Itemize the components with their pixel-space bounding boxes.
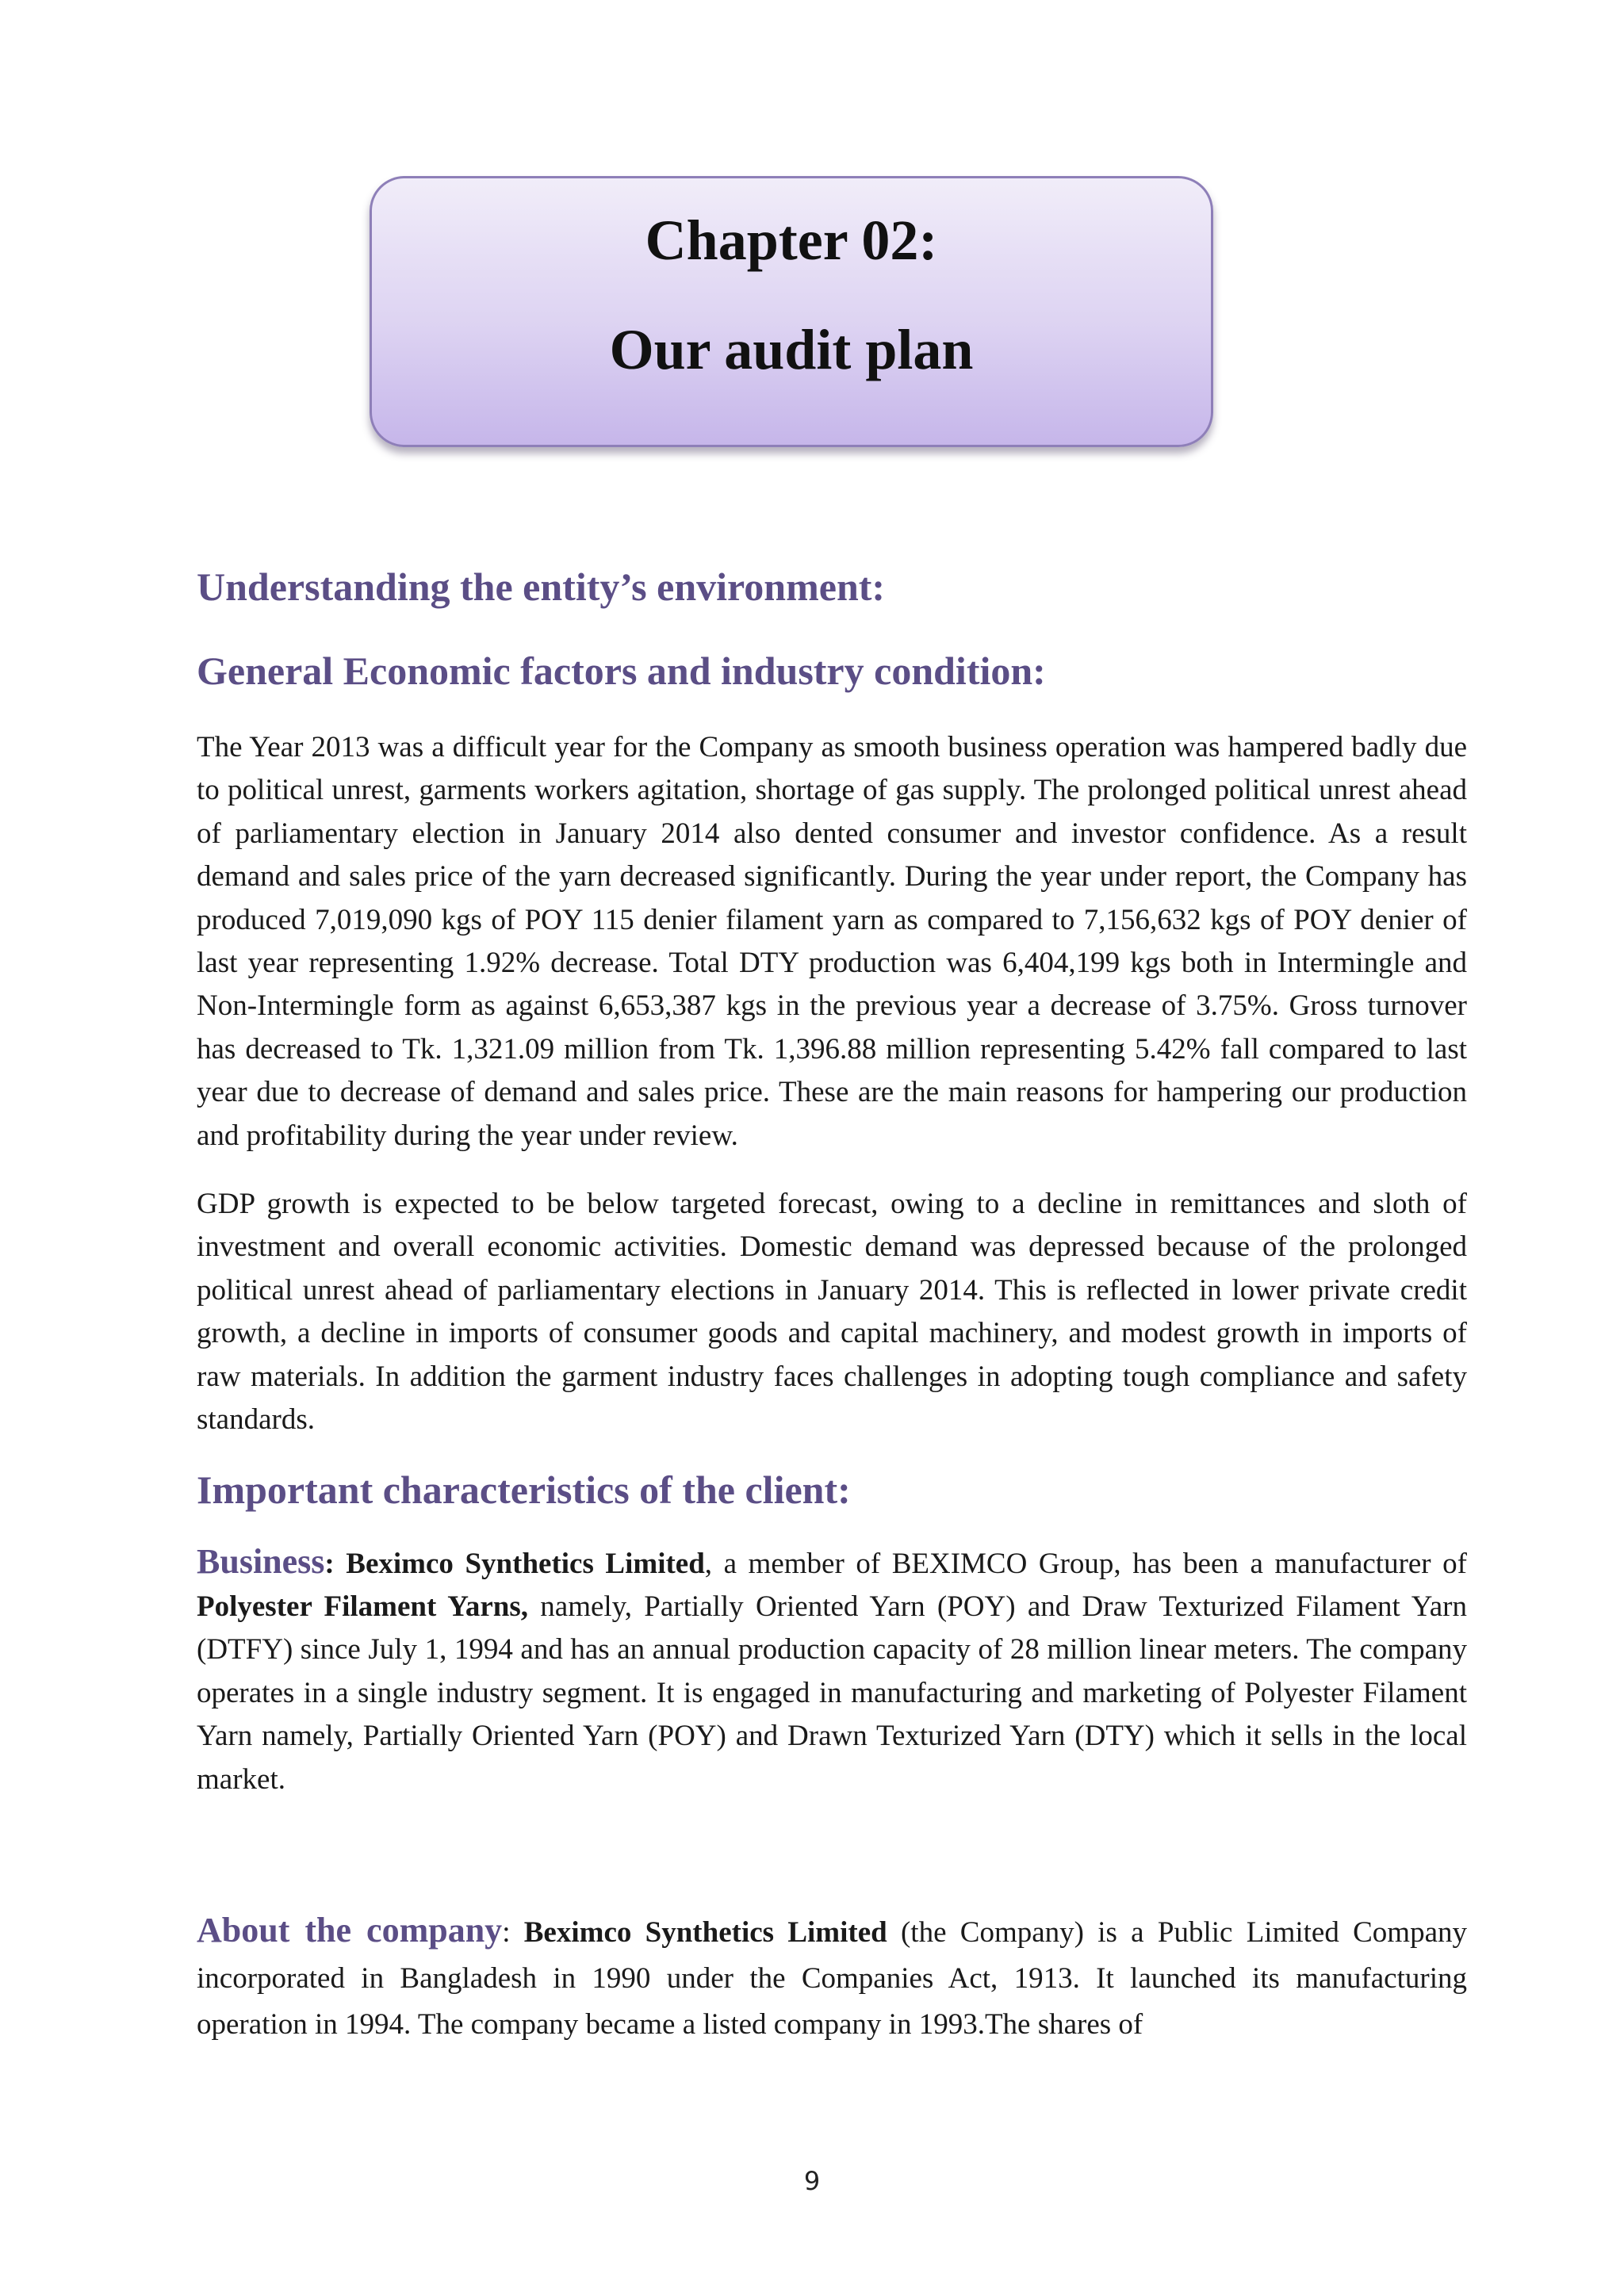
chapter-title: Our audit plan: [609, 318, 974, 381]
about-label: About the company: [197, 1910, 503, 1950]
business-colon: :: [324, 1547, 335, 1580]
page-number: 9: [803, 2166, 821, 2196]
heading-understanding-environment: Understanding the entity’s environment:: [197, 564, 886, 609]
business-product: Polyester Filament Yarns,: [197, 1590, 528, 1623]
business-text-2: namely, Partially Oriented Yarn (POY) and Draw Texturized Filament Yarn (DTFY) since July 1, 1994 and has an annual production capacity of 28 million linear meters. The company operates in a single industry segment. It is engaged in manufacturing and marketing of Polyester Filament Yarn namely, Partially Oriented Yarn (POY) and Drawn Texturized Yarn (DTY) which it sells in the local market.: [197, 1590, 1468, 1796]
heading-client-characteristics: Important characteristics of the client:: [197, 1467, 851, 1512]
business-text-1: , a member of BEXIMCO Group, has been a manufacturer of: [704, 1547, 1467, 1580]
chapter-number: Chapter 02:: [645, 209, 938, 272]
paragraph-year-2013: The Year 2013 was a difficult year for the Company as smooth business operation was hampered badly due to political unrest, garments workers agitation, shortage of gas supply. The prolonged political unrest ahead of parliamentary election in January 2014 also dented consumer and investor confidence. As a result demand and sales price of the yarn decreased significantly. During the year under report, the Company has produced 7,019,090 kgs of POY 115 denier filament yarn as compared to 7,156,632 kgs of POY denier of last year representing 1.92% decrease. Total DTY production was 6,404,199 kgs both in Intermingle and Non-Intermingle form as against 6,653,387 kgs in the previous year a decrease of 3.75%. Gross turnover has decreased to Tk. 1,321.09 million from Tk. 1,396.88 million representing 5.42% fall compared to last year due to decrease of demand and sales price. These are the main reasons for hampering our production and profitability during the year under review.: [197, 731, 1467, 1152]
heading-economic-factors: General Economic factors and industry condition:: [197, 649, 1046, 693]
paragraph-about-company: [197, 1908, 1467, 2048]
about-colon: :: [502, 1915, 511, 1949]
about-text: (the Company) is a Public Limited Company incorporated in Bangladesh in 1990 under the Companies Act, 1913. It launched its manufacturing operation in 1994. The company became a listed company in 1993.The shares of: [197, 1915, 1467, 2041]
paragraph-gdp-growth: GDP growth is expected to be below targeted forecast, owing to a decline in remittances and sloth of investment and overall economic activities. Domestic demand was depressed because of the prolonged political unrest ahead of parliamentary elections in January 2014. This is reflected in lower private credit growth, a decline in imports of consumer goods and capital machinery, and modest growth in imports of raw materials. In addition the garment industry faces challenges in adopting tough compliance and safety standards.: [197, 1188, 1467, 1437]
about-company-name: Beximco Synthetics Limited: [523, 1915, 887, 1949]
business-company-name: Beximco Synthetics Limited: [346, 1547, 705, 1580]
paragraph-business: [197, 1540, 1467, 1801]
business-label: Business: [197, 1541, 325, 1581]
page-content: [197, 563, 1467, 2048]
chapter-title-box: [370, 176, 1213, 447]
